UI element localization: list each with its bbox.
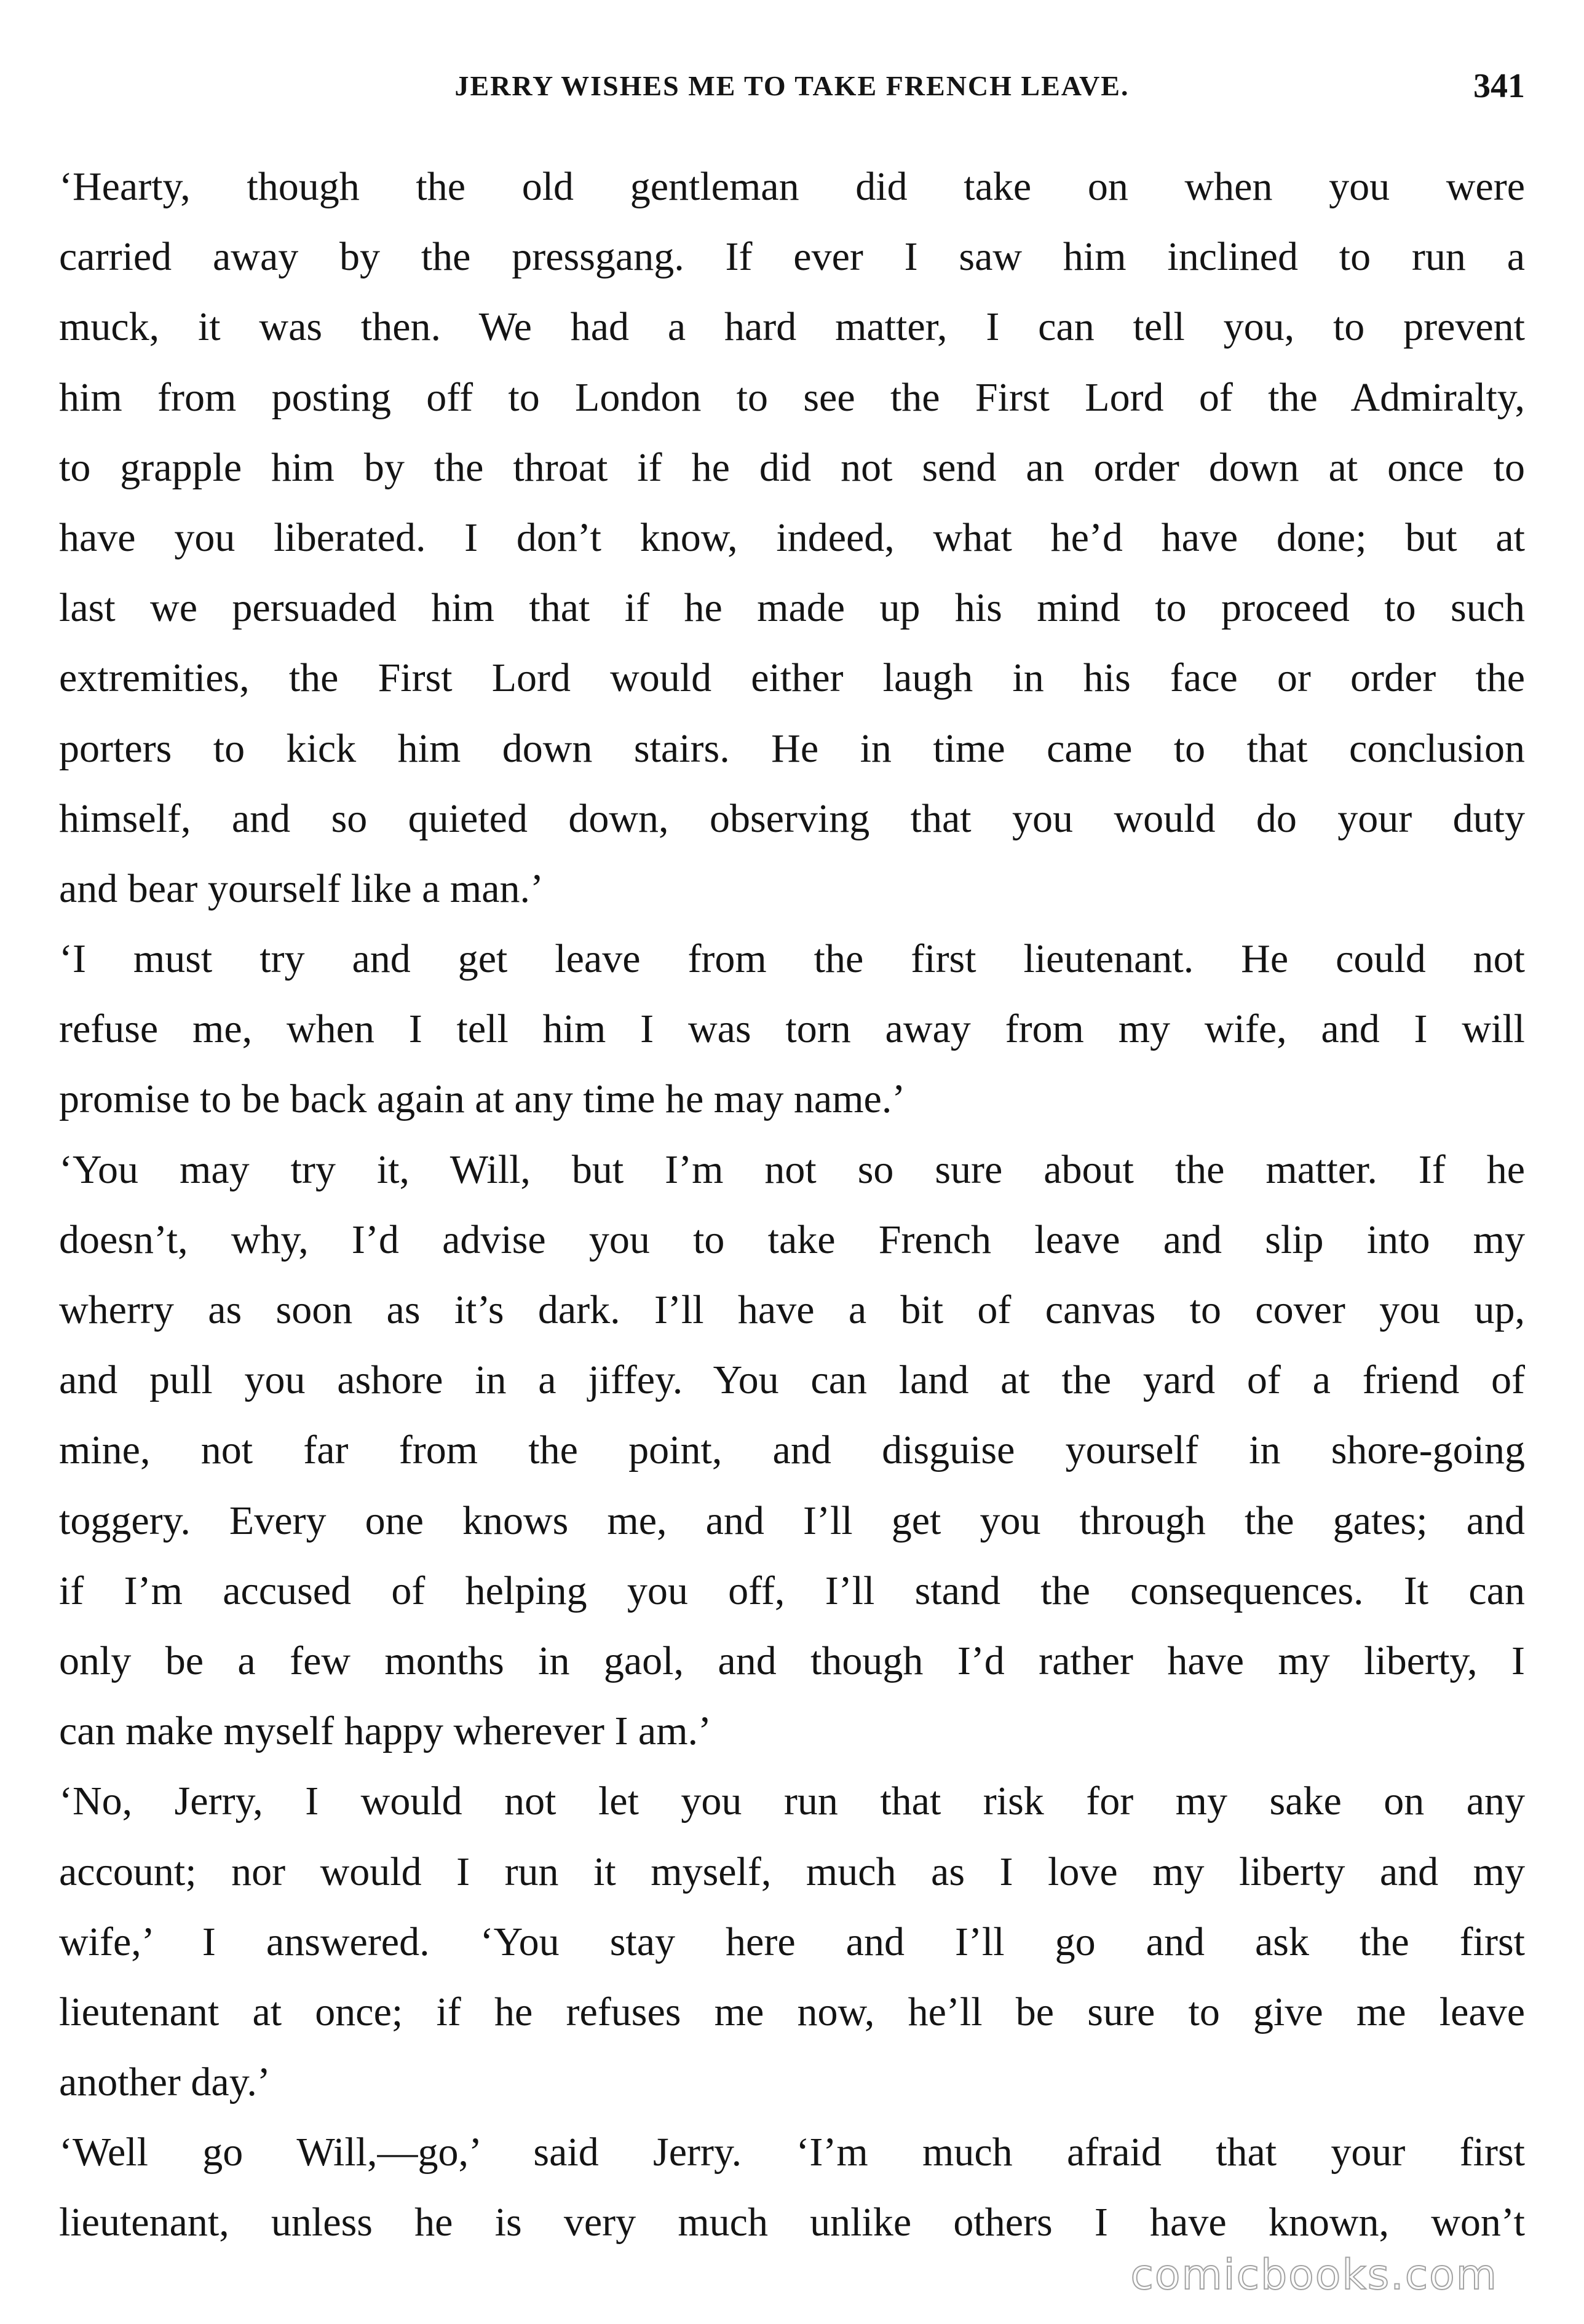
text-line: and bear yourself like a man.’ [59, 866, 544, 911]
running-title: JERRY WISHES ME TO TAKE FRENCH LEAVE. [454, 70, 1130, 101]
running-head [59, 61, 1525, 111]
text-line: porters to kick him down stairs. He in time came to that conclusion [59, 725, 1525, 771]
text-line: only be a few months in gaol, and though I’d rather have my liberty, I [59, 1638, 1525, 1683]
text-line: can make myself happy wherever I am.’ [59, 1709, 712, 1754]
text-line: extremities, the First Lord would either laugh in his face or order the [59, 655, 1525, 701]
page-number: 341 [1473, 67, 1525, 105]
text-line: doesn’t, why, I’d advise you to take French leave and slip into my [59, 1217, 1525, 1262]
text-line: him from posting off to London to see the First Lord of the Admiralty, [59, 374, 1525, 420]
text-line: wife,’ I answered. ‘You stay here and I’ll go and ask the first [59, 1919, 1525, 1964]
text-line: himself, and so quieted down, observing that you would do your duty [59, 796, 1525, 841]
text-line: lieutenant, unless he is very much unlike others I have known, won’t [59, 2200, 1525, 2245]
body-text [59, 152, 1525, 2258]
text-line: wherry as soon as it’s dark. I’ll have a bit of canvas to cover you up, [59, 1287, 1525, 1332]
text-line: account; nor would I run it myself, much as I love my liberty and my [59, 1849, 1525, 1894]
text-line: to grapple him by the throat if he did not send an order down at once to [59, 445, 1525, 490]
text-line: ‘I must try and get leave from the first lieutenant. He could not [59, 936, 1525, 982]
text-line: refuse me, when I tell him I was torn away from my wife, and I will [59, 1006, 1525, 1052]
watermark: comicbooks.com [1130, 2251, 1498, 2299]
text-line: mine, not far from the point, and disguise yourself in shore-going [59, 1428, 1525, 1473]
text-line: ‘Well go Will,—go,’ said Jerry. ‘I’m much afraid that your first [59, 2130, 1525, 2175]
text-line: carried away by the pressgang. If ever I saw him inclined to run a [59, 234, 1525, 280]
text-line: if I’m accused of helping you off, I’ll stand the consequences. It can [59, 1568, 1525, 1613]
text-line: ‘You may try it, Will, but I’m not so sure about the matter. If he [59, 1147, 1525, 1192]
text-line: and pull you ashore in a jiffey. You can land at the yard of a friend of [59, 1358, 1525, 1403]
text-line: muck, it was then. We had a hard matter, I can tell you, to prevent [59, 304, 1525, 350]
text-line: ‘Hearty, though the old gentleman did take on when you were [59, 164, 1525, 209]
text-line: have you liberated. I don’t know, indeed, what he’d have done; but at [59, 515, 1525, 560]
text-line: toggery. Every one knows me, and I’ll get you through the gates; and [59, 1498, 1525, 1543]
text-line: another day.’ [59, 2060, 271, 2105]
text-line: promise to be back again at any time he may name.’ [59, 1077, 906, 1122]
text-line: ‘No, Jerry, I would not let you run that risk for my sake on any [59, 1779, 1525, 1824]
text-line: last we persuaded him that if he made up his mind to proceed to such [59, 585, 1525, 631]
text-line: lieutenant at once; if he refuses me now, he’ll be sure to give me leave [59, 1989, 1525, 2034]
